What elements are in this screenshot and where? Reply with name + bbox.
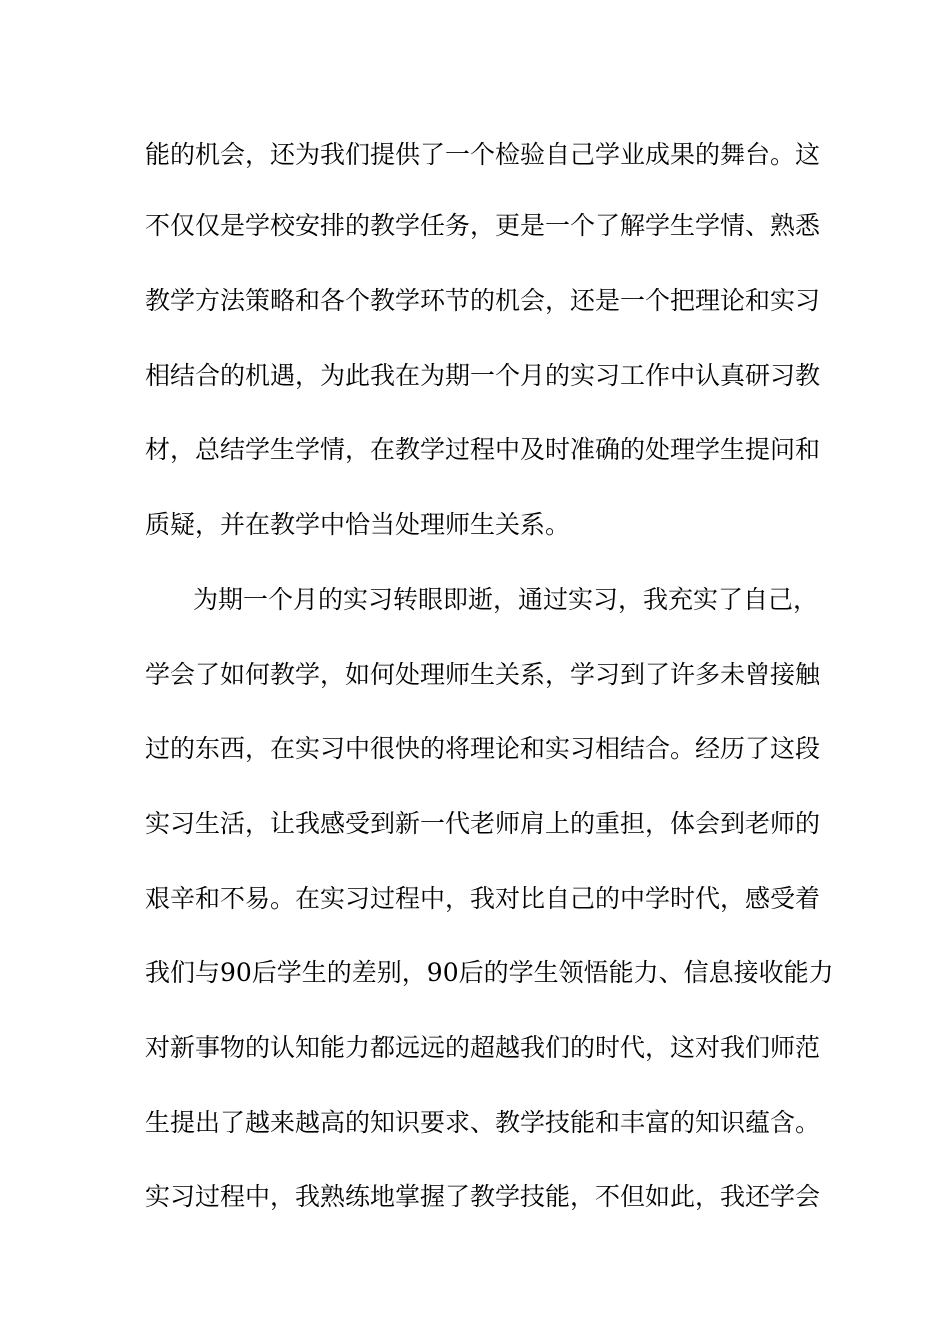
text-line: 为期一个月的实习转眼即逝，通过实习，我充实了自己， [193,585,819,614]
text-line: 相结合的机遇，为此我在为期一个月的实习工作中认真研习教 [145,361,821,390]
text-line: 过的东西，在实习中很快的将理论和实习相结合。经历了这段 [145,734,821,763]
text-line: 不仅仅是学校安排的教学任务，更是一个了解学生学情、熟悉 [145,211,821,240]
text-line: 实习过程中，我熟练地掌握了教学技能，不但如此，我还学会 [145,1182,821,1211]
text-line: 能的机会，还为我们提供了一个检验自己学业成果的舞台。这 [145,140,821,169]
text-line: 质疑，并在教学中恰当处理师生关系。 [145,510,571,539]
text-line: 对新事物的认知能力都远远的超越我们的时代，这对我们师范 [145,1033,821,1062]
text-line: 艰辛和不易。在实习过程中，我对比自己的中学时代，感受着 [145,884,821,913]
text-line: 生提出了越来越高的知识要求、教学技能和丰富的知识蕴含。 [145,1108,821,1137]
text-line: 实习生活，让我感受到新一代老师肩上的重担，体会到老师的 [145,809,821,838]
text-line: 教学方法策略和各个教学环节的机会，还是一个把理论和实习 [145,286,821,315]
text-line: 学会了如何教学，如何处理师生关系，学习到了许多未曾接触 [145,660,821,689]
text-line: 材，总结学生学情，在教学过程中及时准确的处理学生提问和 [145,435,821,464]
text-line: 我们与90后学生的差别，90后的学生领悟能力、信息接收能力 [145,958,834,987]
